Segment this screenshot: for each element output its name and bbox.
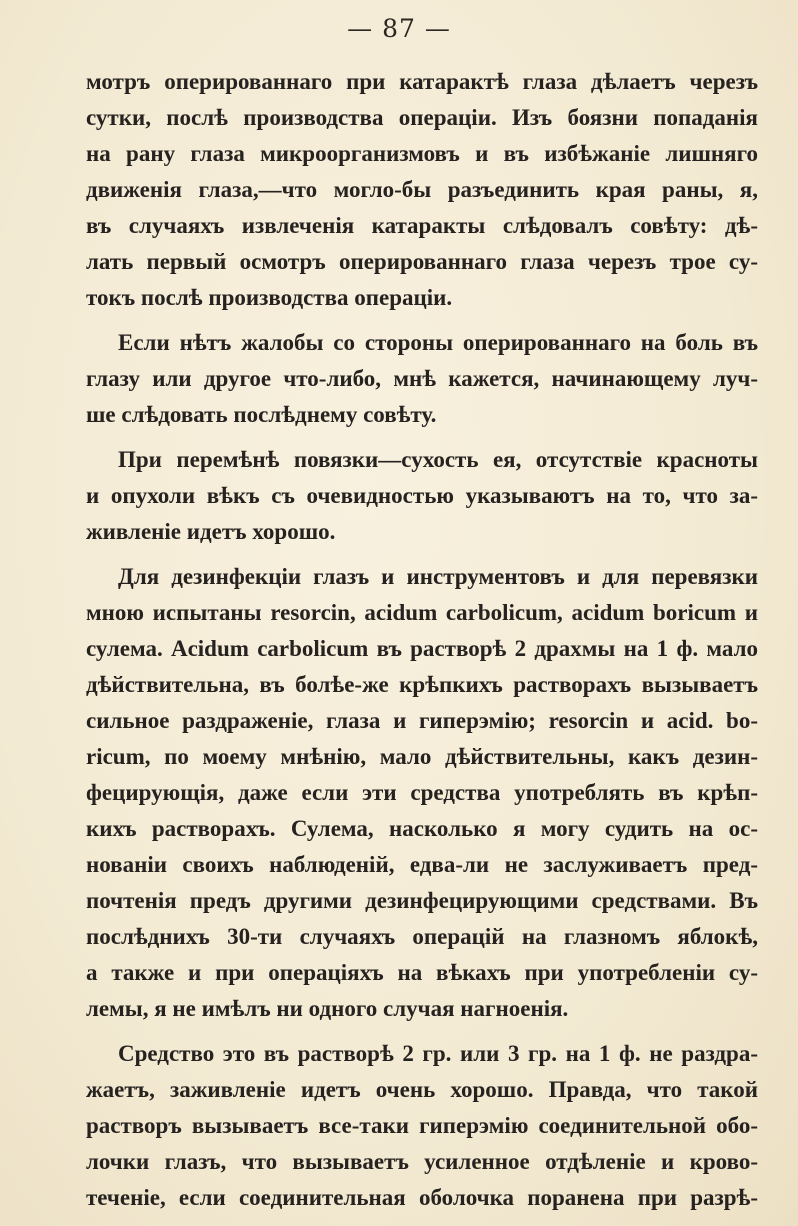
text-line: дѣйствительна, въ болѣе-же крѣпкихъ растворахъ вызываетъ (86, 672, 758, 697)
text-line: токъ послѣ производства операціи. (86, 285, 453, 310)
text-line: При перемѣнѣ повязки—сухость ея, отсутствіе красноты (118, 447, 758, 472)
text-line: кихъ растворахъ. Сулема, насколько я могу судить на ос- (86, 816, 758, 841)
text-line: сильное раздраженіе, глаза и гиперэмію; resorcin и acid. bo- (86, 708, 758, 733)
paragraph (86, 1036, 758, 1216)
text-line: Для дезинфекціи глазъ и инструментовъ и для перевязки (118, 564, 758, 589)
text-line: мною испытаны resorcin, acidum carbolicum, acidum boricum и (86, 600, 758, 625)
paragraph (86, 442, 758, 550)
text-line: ше слѣдовать послѣднему совѣту. (86, 402, 437, 427)
text-line: послѣднихъ 30-ти случаяхъ операцій на глазномъ яблокѣ, (86, 924, 758, 949)
text-line: лемы, я не имѣлъ ни одного случая нагноенія. (86, 996, 569, 1021)
text-line: въ случаяхъ извлеченія катаракты слѣдовалъ совѣту: дѣ- (86, 213, 758, 238)
text-line: лочки глазъ, что вызываетъ усиленное отдѣленіе и крово- (86, 1149, 758, 1174)
text-line: жаетъ, заживленіе идетъ очень хорошо. Правда, что такой (86, 1077, 758, 1102)
text-line: сутки, послѣ производства операціи. Изъ боязни попаданія (86, 105, 758, 130)
paragraph (86, 325, 758, 433)
text-line: лать первый осмотръ оперированнаго глаза черезъ трое су- (86, 249, 758, 274)
text-line: а также и при операціяхъ на вѣкахъ при употребленіи су- (86, 960, 758, 985)
paragraph (86, 559, 758, 1027)
text-line: растворъ вызываетъ все-таки гиперэмію соединительной обо- (86, 1113, 758, 1138)
text-line: теченіе, если соединительная оболочка поранена при разрѣ- (86, 1185, 758, 1210)
page-number: — 87 — (347, 14, 451, 43)
text-line: на рану глаза микроорганизмовъ и въ избѣжаніе лишняго (86, 141, 758, 166)
text-line: мотръ оперированнаго при катарактѣ глаза дѣлаетъ черезъ (86, 69, 758, 94)
body-text (86, 64, 758, 1225)
text-line: Средство это въ растворѣ 2 гр. или 3 гр. на 1 ф. не раздра- (118, 1041, 758, 1066)
text-line: нованіи своихъ наблюденій, едва-ли не заслуживаетъ пред- (86, 852, 758, 877)
text-line: почтенія предъ другими дезинфецирующими средствами. Въ (86, 888, 758, 913)
text-line: сулема. Acidum carbolicum въ растворѣ 2 драхмы на 1 ф. мало (86, 636, 758, 661)
text-line: живленіе идетъ хорошо. (86, 519, 336, 544)
text-line: глазу или другое что-либо, мнѣ кажется, начинающему луч- (86, 366, 758, 391)
text-line: фецирующія, даже если эти средства употреблять въ крѣп- (86, 780, 758, 805)
text-line: и опухоли вѣкъ съ очевидностью указываютъ на то, что за- (86, 483, 758, 508)
text-line: движенія глаза,—что могло-бы разъединить края раны, я, (86, 177, 758, 202)
text-line: ricum, по моему мнѣнію, мало дѣйствительны, какъ дезин- (86, 744, 758, 769)
text-line: Если нѣтъ жалобы со стороны оперированнаго на боль въ (118, 330, 758, 355)
paragraph (86, 64, 758, 316)
